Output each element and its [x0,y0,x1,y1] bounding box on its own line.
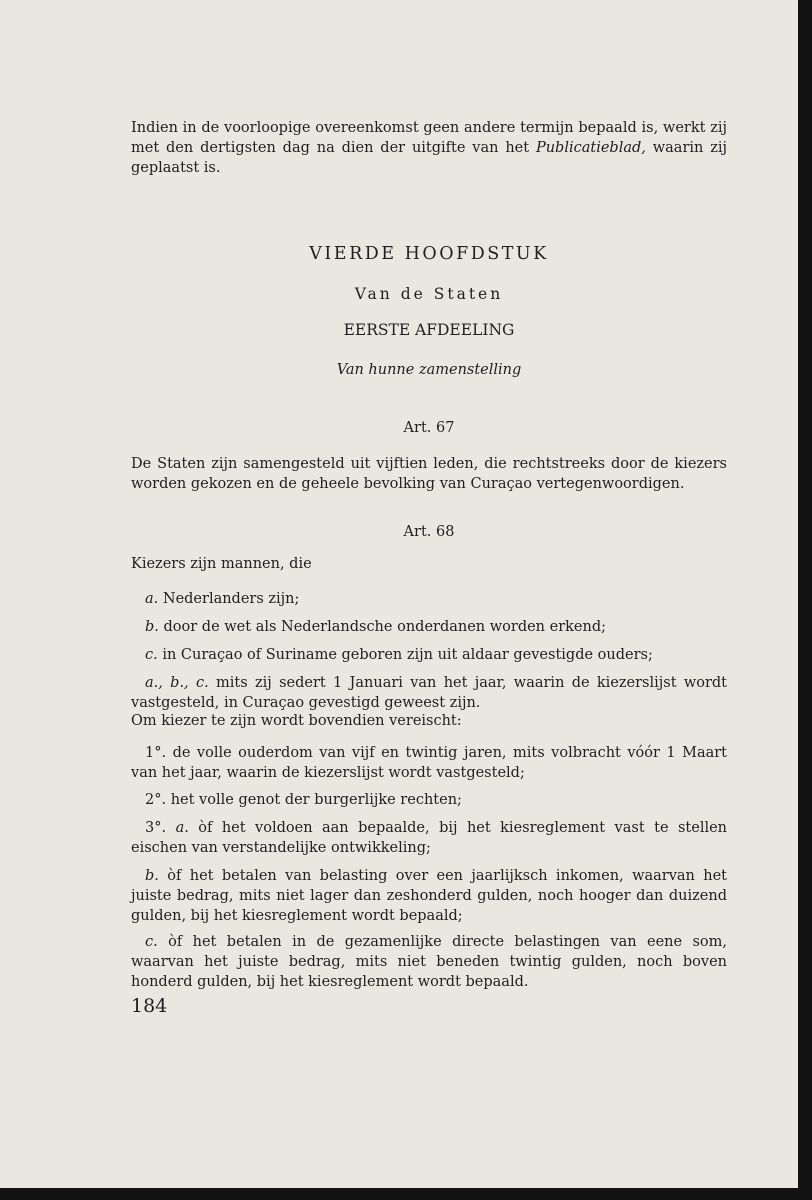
requirement-text: òf het voldoen aan bepaalde, bij het kiesreglement vast te stellen eischen van verstandelijke ontwikkeling; [131,820,728,856]
intro-paragraph [131,118,727,178]
list-item [131,589,727,609]
list-item-text: mits zij sedert 1 Januari van het jaar, waarin de kiezerslijst wordt vastgesteld, in Curaçao gevestigd geweest zijn. [131,675,728,711]
requirement-3b [131,866,727,926]
section-subtitle [131,360,727,380]
scan-border-bottom [0,1188,812,1200]
intro-italic-text: Publicatieblad, [535,140,646,156]
requirement-label: 1°. [145,745,167,761]
article-68-intro: Kiezers zijn mannen, die [131,556,312,572]
requirement-label: 2°. [145,792,167,808]
list-item [131,617,727,637]
requirement-2 [131,790,727,810]
list-item-text: door de wet als Nederlandsche onderdanen worden erkend; [163,619,607,635]
list-item-label: a., b., c. [145,675,209,691]
article-67-heading: Art. 67 [403,420,455,436]
page-number: 184 [131,995,168,1017]
article-67-text: De Staten zijn samengesteld uit vijftien leden, die rechtstreeks door de kiezers worden gekozen en de geheele bevolking van Curaçao vertegenwoordigen. [131,456,727,492]
requirement-3a [131,818,727,858]
requirement-intro: Om kiezer te zijn wordt bovendien vereischt: [131,713,462,729]
requirement-text: òf het betalen van belasting over een jaarlijksch inkomen, waarvan het juiste bedrag, mits niet lager dan zeshonderd gulden, noch hooger dan duizend gulden, bij het kiesreglement wordt bepaald; [131,868,728,924]
chapter-subtitle: Van de Staten [354,285,504,303]
list-item [131,673,727,713]
requirement-sub-label: a. [175,820,189,836]
list-item-label: a. [145,591,159,607]
requirement-sub-label: c. [145,934,158,950]
requirement-3c [131,932,727,992]
list-item-text: Nederlanders zijn; [162,591,300,607]
list-item-label: c. [145,647,158,663]
section-title: EERSTE AFDEELING [343,321,515,339]
requirement-sub-label: b. [145,868,159,884]
section-subtitle-text: Van hunne zamenstelling [336,362,522,378]
requirement-1 [131,743,727,783]
list-item-label: b. [145,619,159,635]
requirement-text: de volle ouderdom van vijf en twintig jaren, mits volbracht vóór 1 Maart van het jaar, waarin de kiezerslijst wordt vastgesteld; [131,745,728,781]
intro-text-end: waarin zij geplaatst is. [131,140,727,176]
requirement-label: 3°. [145,820,167,836]
article-68-heading: Art. 68 [403,524,455,540]
intro-text: Indien in de voorloopige overeenkomst geen andere termijn bepaald is, werkt zij met den dertigsten dag na dien der uitgifte van het [131,120,727,156]
requirement-text: òf het betalen in de gezamenlijke directe belastingen van eene som, waarvan het juiste bedrag, mits niet beneden twintig gulden, noch boven honderd gulden, bij het kiesreglement wordt bepaald. [131,934,727,990]
list-item [131,645,727,665]
requirement-text: het volle genot der burgerlijke rechten; [170,792,462,808]
list-item-text: in Curaçao of Suriname geboren zijn uit aldaar gevestigde ouders; [162,647,653,663]
chapter-title: VIERDE HOOFDSTUK [309,244,549,264]
scan-border-right [798,0,812,1200]
